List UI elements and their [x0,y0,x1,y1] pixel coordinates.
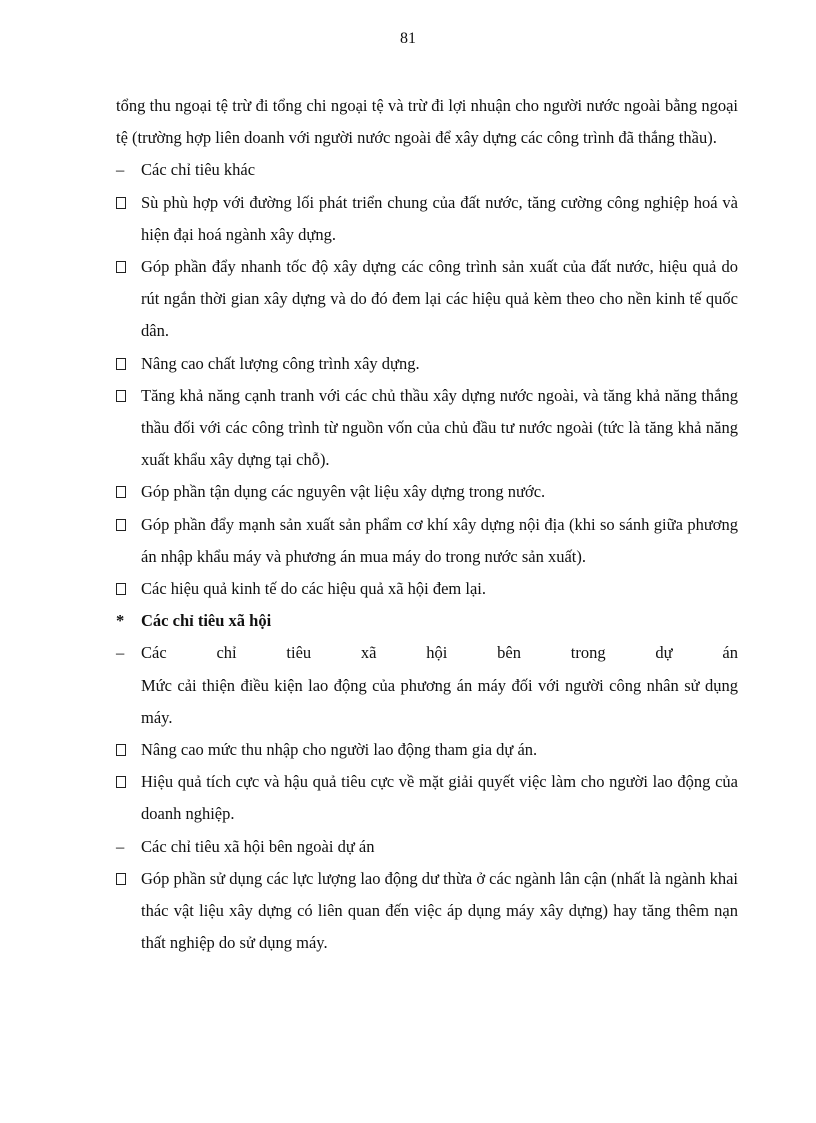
checkbox-bullet-icon [116,476,140,508]
checkbox-bullet-icon [116,509,140,541]
checkbox-bullet-icon [116,863,140,895]
dash-item-outside-project [116,831,738,863]
body-text [116,90,738,959]
checkbox-bullet-icon [116,573,140,605]
list-item-text: Sù phù hợp với đường lối phát triển chung của đất nước, tăng cường công nghiệp hoá và hiện đại hoá ngành xây dựng. [141,192,738,244]
list-item-text: Hiệu quả tích cực và hậu quả tiêu cực về mặt giải quyết việc làm cho người lao động của doanh nghiệp. [141,772,738,824]
checkbox-bullet-icon [116,766,140,798]
list-item [116,573,738,605]
list-item [116,476,738,508]
list-item-text: Nâng cao mức thu nhập cho người lao động tham gia dự án. [141,740,538,760]
dash-marker: – [116,836,125,856]
section-heading-social [116,605,738,637]
checkbox-bullet-icon [116,187,140,219]
checkbox-bullet-icon [116,380,140,412]
list-item [116,509,738,573]
list-item-text: Góp phần đẩy mạnh sản xuất sản phẩm cơ khí xây dựng nội địa (khi so sánh giữa phương án nhập khẩu máy và phương án mua máy do trong nước sản xuất). [141,514,738,566]
checkbox-bullet-icon [116,348,140,380]
list-item [116,380,738,477]
list-item-text: Các hiệu quả kinh tế do các hiệu quả xã hội đem lại. [141,579,487,599]
dash-item-text: Các chỉ tiêu xã hội bên trong dự án [141,643,738,663]
section-heading-text: Các chỉ tiêu xã hội [141,611,272,631]
dash-item-text: Các chỉ tiêu khác [141,160,256,180]
list-item [116,734,738,766]
dash-marker: – [116,643,125,663]
list-item [116,187,738,251]
list-item [116,348,738,380]
list-item [116,251,738,348]
checkbox-bullet-icon [116,734,140,766]
dash-marker: – [116,160,125,180]
paragraph-continuation: tổng thu ngoại tệ trừ đi tổng chi ngoại tệ và trừ đi lợi nhuận cho người nước ngoài bằng ngoại tệ (trường hợp liên doanh với người nước ngoài để xây dựng các công trình đã thắng thầu). [116,96,738,148]
checkbox-bullet-icon [116,251,140,283]
list-item-text: Góp phần đẩy nhanh tốc độ xây dựng các công trình sản xuất của đất nước, hiệu quả do rút ngắn thời gian xây dựng và do đó đem lại các hiệu quả kèm theo cho nền kinh tế quốc dân. [141,257,738,341]
dash-item-other-indicators [116,154,738,186]
star-marker: * [116,611,125,631]
list-item [116,863,738,960]
list-item-text: Tăng khả năng cạnh tranh với các chủ thầu xây dựng nước ngoài, và tăng khả năng thắng thầu đối với các công trình từ nguồn vốn của chủ đầu tư nước ngoài (tức là tăng khả năng xuất khẩu xây dựng tại chỗ). [141,385,738,470]
paragraph-indented: Mức cải thiện điều kiện lao động của phương án máy đối với người công nhân sử dụng máy. [141,675,738,727]
page-number: 81 [400,30,416,47]
list-item-text: Nâng cao chất lượng công trình xây dựng. [141,353,420,373]
dash-item-inside-project [116,637,738,669]
list-item-text: Góp phần tận dụng các nguyên vật liệu xây dựng trong nước. [141,482,546,502]
dash-item-text: Các chỉ tiêu xã hội bên ngoài dự án [141,836,375,856]
list-item [116,766,738,830]
list-item-text: Góp phần sử dụng các lực lượng lao động dư thừa ở các ngành lân cận (nhất là ngành khai thác vật liệu xây dựng có liên quan đến việc áp dụng máy xây dựng) hay tăng thêm nạn thất nghiệp do sử dụng máy. [141,868,738,953]
